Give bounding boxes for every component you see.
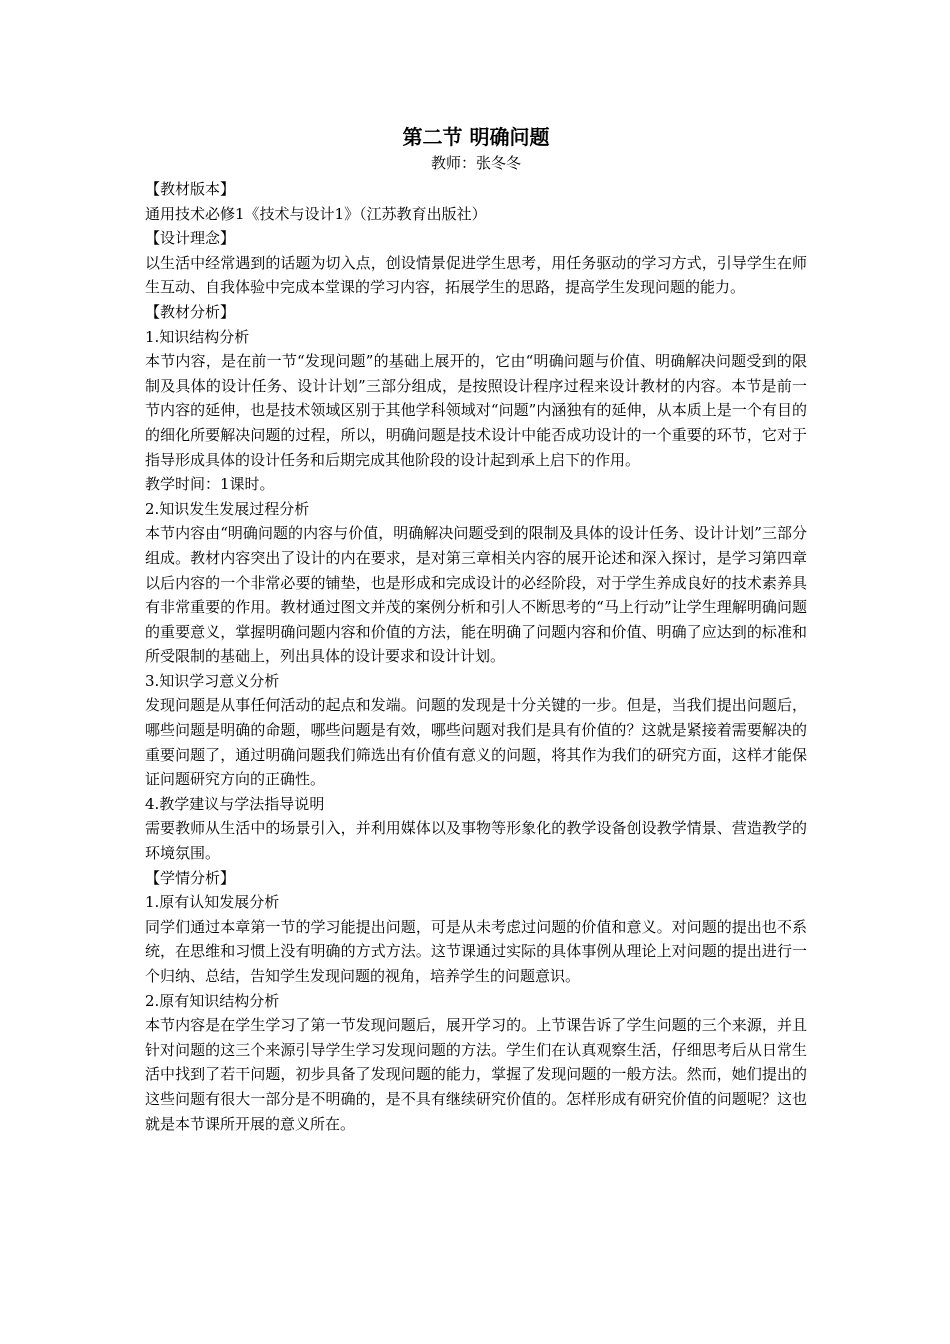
knowledge-structure-paragraph: 本节内容，是在前一节“发现问题”的基础上展开的，它由“明确问题与价值、明确解决问题受到的限制及具体的设计任务、设计计划”三部分组成，是按照设计程序过程来设计教材的内容。本节是前一节内容的延伸，也是技术领域区别于其他学科领域对“问题”内涵独有的延伸，从本质上是一个有目的的细化所要解决问题的过程，所以，明确问题是技术设计中能否成功设计的一个重要的环节，它对于指导形成具体的设计任务和后期完成其他阶段的设计起到承上启下的作用。 (145, 352, 807, 469)
subheading-knowledge-structure: 1.知识结构分析 (145, 327, 250, 346)
document-title: 第二节 明确问题 (402, 125, 550, 149)
knowledge-development-paragraph: 本节内容由“明确问题的内容与价值，明确解决问题受到的限制及具体的设计任务、设计计划”三部分组成。教材内容突出了设计的内在要求，是对第三章相关内容的展开论述和深入探讨，是学习第四章以后内容的一个非常必要的铺垫，也是形成和完成设计的必经阶段，对于学生养成良好的技术素养具有非常重要的作用。教材通过图文并茂的案例分析和引人不断思考的“马上行动”让学生理解明确问题的重要意义，掌握明确问题内容和价值的方法，能在明确了问题内容和价值、明确了应达到的标准和所受限制的基础上，列出具体的设计要求和设计计划。 (145, 524, 807, 666)
teaching-suggestions-paragraph: 需要教师从生活中的场景引入，并利用媒体以及事物等形象化的教学设备创设教学情景、营造教学的环境氛围。 (145, 819, 807, 863)
document-page (145, 123, 807, 1136)
section-heading-textbook-version: 【教材版本】 (145, 180, 236, 198)
design-concept-paragraph: 以生活中经常遇到的话题为切入点，创设情景促进学生思考，用任务驱动的学习方式，引导学生在师生互动、自我体验中完成本堂课的学习内容，拓展学生的思路，提高学生发现问题的能力。 (145, 253, 807, 297)
subheading-cognitive-development: 1.原有认知发展分析 (145, 893, 280, 912)
section-heading-student-analysis: 【学情分析】 (145, 868, 236, 887)
cognitive-development-paragraph: 同学们通过本章第一节的学习能提出问题，可是从未考虑过问题的价值和意义。对问题的提出也不系统，在思维和习惯上没有明确的方式方法。这节课通过实际的具体事例从理论上对问题的提出进行一个归纳、总结，告知学生发现问题的视角，培养学生的问题意识。 (145, 917, 807, 985)
prior-knowledge-paragraph: 本节内容是在学生学习了第一节发现问题后，展开学习的。上节课告诉了学生问题的三个来源，并且针对问题的这三个来源引导学生学习发现问题的方法。学生们在认真观察生活，仔细思考后从日常生活中找到了若干问题，初步具备了发现问题的能力，掌握了发现问题的一般方法。然而，她们提出的这些问题有很大一部分是不明确的，是不具有继续研究价值的。怎样形成有研究价值的问题呢？这也就是本节课所开展的意义所在。 (145, 1016, 807, 1133)
section-heading-design-concept: 【设计理念】 (145, 229, 236, 248)
subheading-teaching-suggestions: 4.教学建议与学法指导说明 (145, 794, 325, 813)
section-heading-textbook-analysis: 【教材分析】 (145, 302, 236, 321)
teaching-time-text: 教学时间：1课时。 (145, 475, 275, 494)
subheading-learning-significance: 3.知识学习意义分析 (145, 671, 280, 690)
learning-significance-paragraph: 发现问题是从事任何活动的起点和发端。问题的发现是十分关键的一步。但是，当我们提出问题后，哪些问题是明确的命题，哪些问题是有效，哪些问题对我们是具有价值的？这就是紧接着需要解决的重要问题了，通过明确问题我们筛选出有价值有意义的问题，将其作为我们的研究方面，这样才能保证问题研究方向的正确性。 (145, 696, 807, 789)
subheading-knowledge-development: 2.知识发生发展过程分析 (145, 499, 310, 518)
document-author: 教师：张冬冬 (430, 154, 521, 172)
subheading-prior-knowledge: 2.原有知识结构分析 (145, 991, 280, 1010)
textbook-version-text: 通用技术必修1《技术与设计1》（江苏教育出版社） (145, 204, 487, 223)
